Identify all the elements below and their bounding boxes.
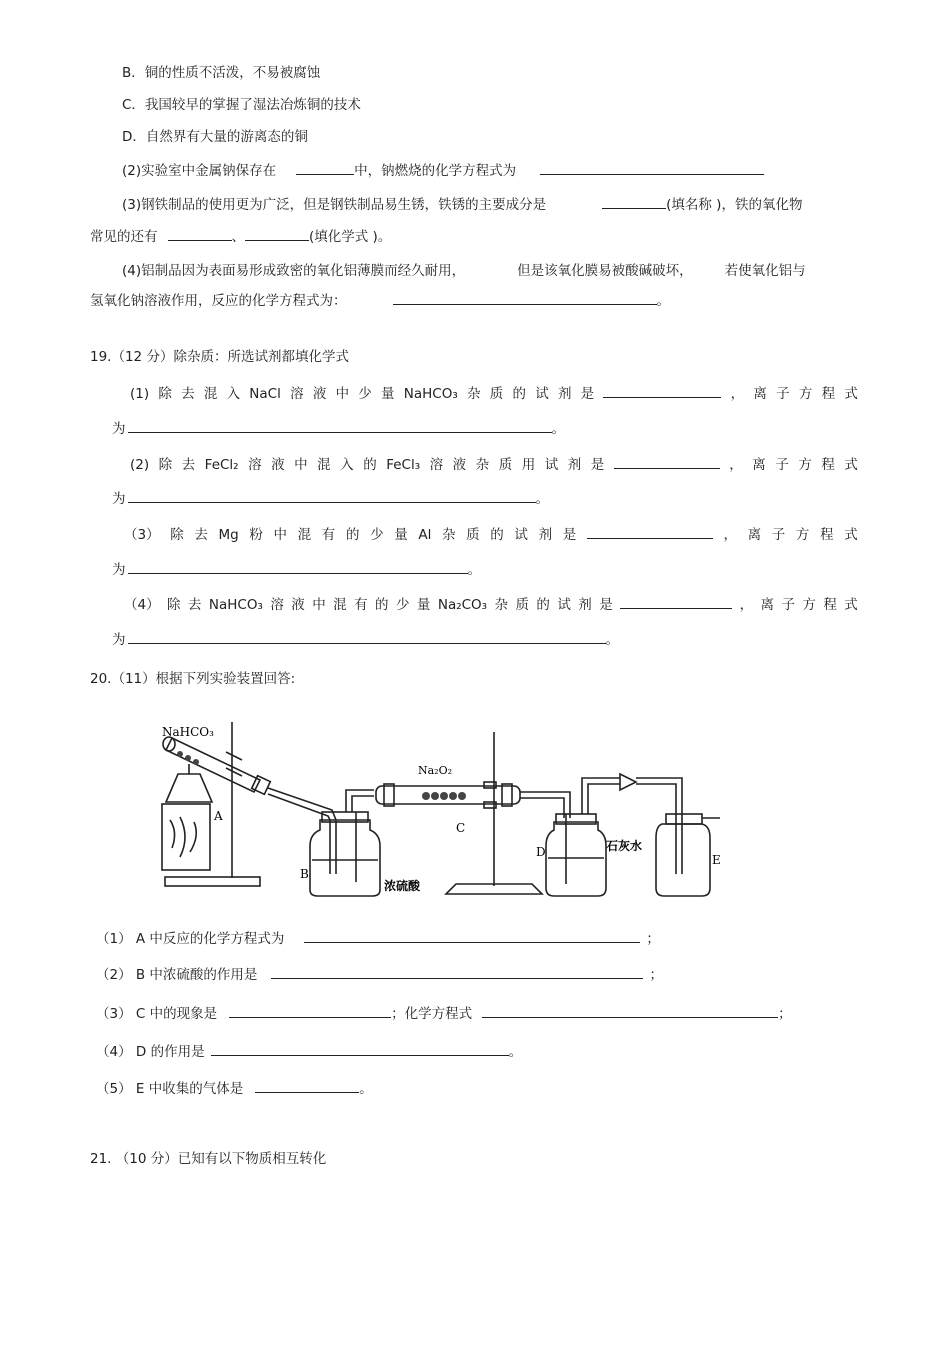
q19-sub2 [130, 456, 858, 474]
q19-s2-token: 是 [590, 457, 605, 473]
q19-end: 。 [467, 562, 481, 578]
q18-part4-text-a: (4)铝制品因为表面易形成致密的氧化铝薄膜而经久耐用， [122, 263, 466, 279]
q20-q3-text-b: ；化学方程式 [391, 1006, 473, 1022]
q19-sub1-line2 [112, 420, 565, 438]
label-na2o2: Na₂O₂ [418, 764, 453, 777]
q18-part4-text-c: 若使氧化铝与 [724, 263, 806, 279]
q19-s3-token: 杂 [442, 527, 456, 543]
q19-wei: 为 [112, 421, 126, 437]
q19-s2-token: 式 [844, 457, 858, 473]
q18-part3-text-b: (填名称 )，铁的氧化物 [666, 197, 803, 213]
q19-s1-token: 是 [580, 386, 595, 402]
q19-s1-token: ， [730, 386, 745, 402]
answer-blank[interactable] [540, 162, 764, 175]
q20-end: 。 [359, 1081, 373, 1097]
q18-option-c: C．我国较早的掌握了湿法冶炼铜的技术 [122, 97, 361, 113]
answer-blank[interactable] [271, 966, 643, 979]
q19-s2-token: 的 [363, 457, 377, 473]
q18-part2-text-a: (2)实验室中金属钠保存在 [122, 163, 277, 179]
q19-sub4 [124, 596, 858, 614]
q19-s4-token: 量 [416, 597, 431, 613]
q19-end: 。 [551, 421, 565, 437]
q19-s4-token: NaHCO₃ [208, 597, 263, 613]
answer-blank[interactable] [128, 420, 552, 433]
q18-part4-line2 [90, 292, 670, 310]
q19-s3-token: （3） [124, 527, 160, 543]
answer-blank[interactable] [168, 228, 232, 241]
label-b: B [300, 867, 309, 881]
q19-s1-token: 液 [312, 386, 327, 402]
answer-blank[interactable] [255, 1080, 359, 1093]
q20-q3-text: （3） C 中的现象是 [96, 1006, 218, 1022]
q19-s2-token: 液 [452, 457, 467, 473]
q19-s3-token: 的 [345, 527, 360, 543]
q20-semicolon: ； [778, 1006, 792, 1022]
q19-s2-token: 入 [340, 457, 354, 473]
na2o2-granules [422, 792, 466, 800]
q18-part3-text-a: (3)钢铁制品的使用更为广泛，但是钢铁制品易生锈，铁锈的主要成分是 [122, 197, 547, 213]
q18-part3-text-d: 、 [231, 229, 245, 245]
q20-sub5 [96, 1080, 373, 1098]
q19-s4-token: 去 [187, 597, 202, 613]
q19-s4-token: 是 [599, 597, 613, 613]
q19-s3-token: Mg [218, 527, 239, 543]
q19-wei: 为 [112, 632, 126, 648]
q19-s3-token: 程 [820, 527, 834, 543]
q18-part4-text-d: 氢氧化钠溶液作用，反应的化学方程式为： [90, 293, 347, 309]
q19-s4-token: 剂 [578, 597, 592, 613]
q20-q5-text: （5） E 中收集的气体是 [96, 1081, 244, 1097]
q19-s4-token: 方 [802, 597, 816, 613]
q18-part3-text-e: (填化学式 )。 [309, 229, 392, 245]
q18-option-b: B．铜的性质不活泼，不易被腐蚀 [122, 65, 321, 81]
q19-sub3 [124, 526, 858, 544]
q19-s2-token: 程 [821, 457, 835, 473]
q19-s3-token: 的 [490, 527, 504, 543]
q18-part3-text-c: 常见的还有 [90, 229, 158, 245]
q19-sub1 [130, 385, 858, 403]
q20-q2-text: （2） B 中浓硫酸的作用是 [96, 967, 258, 983]
q19-s1-token: 中 [335, 386, 350, 402]
q19-s2-token: 用 [521, 457, 536, 473]
q20-semicolon: ； [646, 931, 660, 947]
q19-s2-token: 方 [798, 457, 812, 473]
q19-s2-token: 离 [752, 457, 766, 473]
q19-wei: 为 [112, 491, 126, 507]
apparatus-figure [150, 712, 730, 912]
answer-blank[interactable] [482, 1005, 778, 1018]
q19-s3-token: 粉 [249, 527, 263, 543]
q19-s3-token: 有 [321, 527, 336, 543]
q19-s4-token: 杂 [494, 597, 509, 613]
q19-s3-token: ， [723, 527, 737, 543]
q19-s4-token: 溶 [270, 597, 284, 613]
q19-sub3-line2 [112, 561, 481, 579]
q19-s1-token: (1) [130, 386, 150, 402]
q20-sub4 [96, 1043, 522, 1061]
answer-blank[interactable] [128, 631, 606, 644]
q19-s2-token: FeCl₃ [386, 457, 421, 473]
q19-s1-token: NaCl [249, 386, 281, 402]
q19-s1-token: 少 [358, 386, 372, 402]
label-nahco3: NaHCO₃ [162, 725, 214, 739]
q19-s1-token: 程 [821, 386, 836, 402]
q19-s3-token: 离 [747, 527, 762, 543]
q19-s2-token: 子 [775, 457, 789, 473]
q19-s4-token: 式 [844, 597, 858, 613]
q19-s3-token: 是 [562, 527, 577, 543]
q19-s4-token: 有 [354, 597, 368, 613]
q19-s2-token: ， [729, 457, 743, 473]
q18-part3-line2 [90, 228, 391, 246]
q19-s1-token: 量 [381, 386, 395, 402]
answer-blank[interactable] [296, 162, 354, 175]
q19-s1-token: 入 [226, 386, 241, 402]
q19-s2-token: FeCl₂ [204, 457, 239, 473]
q19-s4-token: 液 [291, 597, 305, 613]
q18-part4-text-b: 但是该氧化膜易被酸碱破坏， [517, 263, 693, 279]
q19-s4-token: ， [739, 597, 754, 613]
q19-s2-token: 试 [544, 457, 559, 473]
q20-q4-text: （4） D 的作用是 [96, 1044, 205, 1060]
q19-s3-token: 式 [844, 527, 858, 543]
q19-end: 。 [605, 632, 619, 648]
label-d: D [536, 845, 546, 859]
label-limewater: 石灰水 [606, 839, 643, 853]
q21-title: 21. （10 分）已知有以下物质相互转化 [90, 1151, 327, 1167]
q19-s1-token: 去 [181, 386, 195, 402]
q19-s3-token: 少 [370, 527, 384, 543]
answer-blank[interactable] [245, 228, 309, 241]
answer-blank[interactable] [602, 196, 666, 209]
q19-s2-token: 液 [271, 457, 285, 473]
q19-s1-token: 剂 [557, 386, 572, 402]
q19-s4-token: 的 [536, 597, 550, 613]
q18-part2 [122, 162, 764, 180]
answer-blank[interactable] [603, 385, 721, 398]
q19-end: 。 [535, 491, 549, 507]
q19-s3-token: 中 [273, 527, 288, 543]
answer-blank[interactable] [128, 561, 468, 574]
q19-s4-token: 离 [760, 597, 775, 613]
q20-sub2 [96, 966, 663, 984]
q19-s4-token: 程 [823, 597, 837, 613]
q19-s1-token: 离 [753, 386, 767, 402]
q19-s2-token: 除 [158, 457, 173, 473]
answer-blank[interactable] [393, 292, 657, 305]
q19-s2-token: 中 [294, 457, 308, 473]
q19-s1-token: 方 [798, 386, 813, 402]
q19-wei: 为 [112, 562, 126, 578]
q19-s2-token: 混 [317, 457, 331, 473]
q19-s3-token: 量 [394, 527, 408, 543]
q19-s3-token: 去 [194, 527, 208, 543]
answer-blank[interactable] [211, 1043, 509, 1056]
q19-s1-token: 除 [158, 386, 172, 402]
q19-s1-token: 杂 [467, 386, 481, 402]
q18-option-d: D．自然界有大量的游离态的铜 [122, 129, 308, 145]
label-a: A [214, 809, 223, 823]
q19-s3-token: 质 [466, 527, 480, 543]
q19-s4-token: 子 [781, 597, 795, 613]
q19-s2-token: 质 [498, 457, 513, 473]
q19-sub4-line2 [112, 631, 619, 649]
label-c: C [456, 821, 466, 835]
q19-s2-token: (2) [130, 457, 150, 473]
q20-end: 。 [508, 1044, 523, 1060]
answer-blank[interactable] [128, 490, 536, 503]
q19-sub2-line2 [112, 490, 549, 508]
q19-s4-token: 的 [375, 597, 389, 613]
q19-s1-token: 质 [489, 386, 504, 402]
q19-s1-token: 式 [844, 386, 858, 402]
q19-s4-token: （4） [124, 597, 160, 613]
answer-blank[interactable] [587, 526, 713, 539]
q19-s1-token: 的 [512, 386, 526, 402]
q20-semicolon: ； [649, 967, 663, 983]
q19-s2-token: 去 [181, 457, 196, 473]
q19-s4-token: 质 [515, 597, 529, 613]
q19-s3-token: Al [418, 527, 432, 543]
q19-s3-token: 混 [297, 527, 312, 543]
label-concentrated-sulfuric-acid: 浓硫酸 [384, 879, 421, 893]
q19-s4-token: 混 [333, 597, 347, 613]
q20-sub1 [96, 930, 660, 948]
q20-title: 20.（11）根据下列实验装置回答: [90, 671, 296, 687]
q20-q1-text: （1） A 中反应的化学方程式为 [96, 931, 285, 947]
q19-s4-token: Na₂CO₃ [437, 597, 488, 613]
q19-s4-token: 中 [312, 597, 326, 613]
q19-s3-token: 方 [795, 527, 810, 543]
q19-s4-token: 少 [395, 597, 410, 613]
q19-s3-token: 剂 [538, 527, 553, 543]
q19-s3-token: 试 [514, 527, 528, 543]
answer-blank[interactable] [620, 596, 732, 609]
q19-s4-token: 除 [167, 597, 181, 613]
q18-part2-text-b: 中，钠燃烧的化学方程式为 [354, 163, 517, 179]
answer-blank[interactable] [304, 930, 640, 943]
q20-sub3 [96, 1005, 792, 1023]
q19-title: 19.（12 分）除杂质：所选试剂都填化学式 [90, 349, 349, 365]
q19-s2-token: 杂 [475, 457, 490, 473]
q19-s1-token: NaHCO₃ [403, 386, 458, 402]
q19-s1-token: 试 [535, 386, 549, 402]
q19-s1-token: 子 [776, 386, 790, 402]
q19-s4-token: 试 [557, 597, 571, 613]
q19-s1-token: 溶 [290, 386, 304, 402]
stand-base-a [165, 877, 260, 886]
answer-blank[interactable] [229, 1005, 391, 1018]
q18-part4-text-e: 。 [656, 293, 670, 309]
label-e: E [712, 853, 721, 867]
q19-s1-token: 混 [203, 386, 218, 402]
q18-part3 [122, 196, 802, 214]
q19-s2-token: 溶 [429, 457, 444, 473]
q19-s3-token: 除 [170, 527, 184, 543]
answer-blank[interactable] [614, 456, 720, 469]
q19-s3-token: 子 [771, 527, 786, 543]
q19-s2-token: 溶 [248, 457, 262, 473]
q19-s2-token: 剂 [567, 457, 582, 473]
q18-part4 [122, 262, 806, 280]
